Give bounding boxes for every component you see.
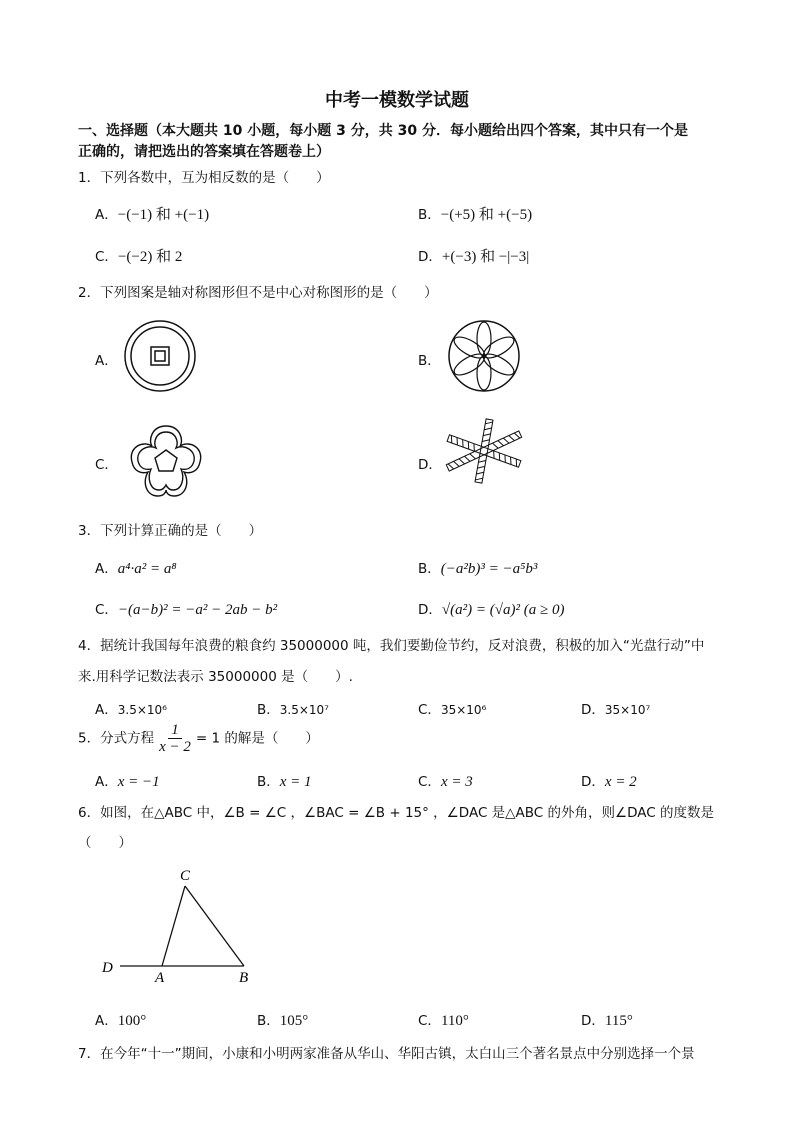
option-text: −(+5) 和 +(−5) bbox=[440, 207, 533, 223]
q2-option-b[interactable]: B． bbox=[418, 353, 441, 369]
option-text: √(a²) = (√a)² (a ≥ 0) bbox=[441, 602, 565, 618]
option-text: x = 1 bbox=[279, 774, 312, 790]
option-text: 3.5×10⁷ bbox=[279, 703, 329, 717]
option-label: D． bbox=[581, 774, 605, 790]
option-text: −(a−b)² = −a² − 2ab − b² bbox=[117, 602, 278, 618]
vertex-label-d: D bbox=[102, 960, 113, 976]
vertex-label-a: A bbox=[155, 970, 165, 986]
q2-option-c[interactable]: C． bbox=[95, 457, 118, 473]
option-label: D． bbox=[581, 1013, 605, 1029]
option-label: C． bbox=[418, 1013, 441, 1029]
option-label: B． bbox=[257, 774, 280, 790]
option-label: C． bbox=[95, 249, 118, 265]
option-label: B． bbox=[418, 207, 441, 223]
q5-fraction bbox=[156, 722, 194, 755]
q1-stem: 1．下列各数中，互为相反数的是（ ） bbox=[78, 170, 330, 186]
q2-stem: 2．下列图案是轴对称图形但不是中心对称图形的是（ ） bbox=[78, 285, 438, 301]
q4-option-b[interactable] bbox=[257, 698, 329, 718]
q5-option-a[interactable] bbox=[95, 770, 160, 791]
option-text: x = −1 bbox=[117, 774, 160, 790]
option-text: 110° bbox=[440, 1013, 469, 1029]
q5-option-b[interactable] bbox=[257, 770, 312, 791]
q3-option-c[interactable] bbox=[95, 598, 277, 619]
triangle-figure bbox=[96, 862, 266, 988]
option-label: C． bbox=[95, 602, 118, 618]
fraction-numerator: 1 bbox=[168, 722, 182, 739]
q1-option-a[interactable] bbox=[95, 203, 209, 224]
q4-stem-line2: 来.用科学记数法表示 35000000 是（ ）. bbox=[78, 669, 353, 685]
q6-stem-line1: 6．如图，在△ABC 中，∠B = ∠C ，∠BAC = ∠B + 15° ，∠DAC 是△ABC 的外角，则∠DAC 的度数是 bbox=[78, 805, 714, 821]
section-heading-line2: 正确的，请把选出的答案填在答题卷上） bbox=[78, 144, 330, 160]
q4-option-c[interactable] bbox=[418, 698, 486, 718]
vertex-label-c: C bbox=[180, 868, 191, 884]
q4-stem-line1: 4．据统计我国每年浪费的粮食约 35000000 吨，我们要勤俭节约，反对浪费，积极的加入“光盘行动”中 bbox=[78, 638, 705, 654]
option-text: 35×10⁷ bbox=[604, 703, 651, 717]
q3-option-b[interactable] bbox=[418, 557, 537, 578]
q6-option-c[interactable] bbox=[418, 1009, 469, 1030]
option-label: D． bbox=[418, 602, 442, 618]
option-text: 3.5×10⁶ bbox=[117, 703, 167, 717]
option-text: x = 3 bbox=[440, 774, 473, 790]
option-label: A． bbox=[95, 702, 118, 718]
q3-stem: 3．下列计算正确的是（ ） bbox=[78, 523, 263, 539]
coin-figure bbox=[122, 318, 198, 394]
q5-option-c[interactable] bbox=[418, 770, 473, 791]
q2-option-d[interactable]: D． bbox=[418, 457, 442, 473]
option-label: B． bbox=[418, 561, 441, 577]
q7-stem: 7．在今年“十一”期间，小康和小明两家准备从华山、华阳古镇，太白山三个著名景点中分别选择一个景 bbox=[78, 1046, 695, 1062]
q5-option-d[interactable] bbox=[581, 770, 637, 791]
q6-option-d[interactable] bbox=[581, 1009, 633, 1030]
option-label: D． bbox=[418, 249, 442, 265]
q2-option-a[interactable]: A． bbox=[95, 353, 118, 369]
windmill-figure bbox=[444, 418, 524, 484]
option-text: 100° bbox=[117, 1013, 147, 1029]
option-label: B． bbox=[257, 1013, 280, 1029]
vertex-label-b: B bbox=[239, 970, 249, 986]
q4-option-a[interactable] bbox=[95, 698, 167, 718]
option-text: 35×10⁶ bbox=[440, 703, 487, 717]
q6-option-b[interactable] bbox=[257, 1009, 308, 1030]
option-text: −(−2) 和 2 bbox=[117, 249, 183, 265]
option-text: −(−1) 和 +(−1) bbox=[117, 207, 210, 223]
flower-circle-figure bbox=[446, 318, 522, 394]
q5-stem bbox=[78, 722, 319, 755]
q1-option-d[interactable] bbox=[418, 245, 529, 266]
q3-option-a[interactable] bbox=[95, 557, 177, 578]
option-label: C． bbox=[418, 702, 441, 718]
q1-option-b[interactable] bbox=[418, 203, 532, 224]
option-label: C． bbox=[418, 774, 441, 790]
option-label: A． bbox=[95, 774, 118, 790]
option-text: 115° bbox=[604, 1013, 633, 1029]
option-label: A． bbox=[95, 561, 118, 577]
option-label: A． bbox=[95, 1013, 118, 1029]
q6-stem-line2: （ ） bbox=[78, 835, 132, 851]
option-text: +(−3) 和 −|−3| bbox=[441, 249, 530, 265]
page-title: 中考一模数学试题 bbox=[325, 90, 469, 111]
option-text: a⁴·a² = a⁸ bbox=[117, 561, 177, 577]
q5-stem-post: = 1 的解是（ ） bbox=[195, 730, 319, 747]
option-text: (−a²b)³ = −a⁵b³ bbox=[440, 561, 538, 577]
option-label: A． bbox=[95, 207, 118, 223]
option-label: D． bbox=[581, 702, 605, 718]
option-text: 105° bbox=[279, 1013, 309, 1029]
option-text: x = 2 bbox=[604, 774, 637, 790]
section-heading-line1: 一、选择题（本大题共 10 小题，每小题 3 分，共 30 分．每小题给出四个答案，其中只有一个是 bbox=[78, 123, 688, 139]
q3-option-d[interactable] bbox=[418, 598, 564, 619]
option-label: B． bbox=[257, 702, 280, 718]
fraction-denominator: x − 2 bbox=[159, 739, 191, 755]
q6-option-a[interactable] bbox=[95, 1009, 146, 1030]
q1-option-c[interactable] bbox=[95, 245, 182, 266]
plum-blossom-figure bbox=[124, 422, 208, 500]
q4-option-d[interactable] bbox=[581, 698, 650, 718]
q5-stem-pre: 5．分式方程 bbox=[78, 730, 155, 747]
